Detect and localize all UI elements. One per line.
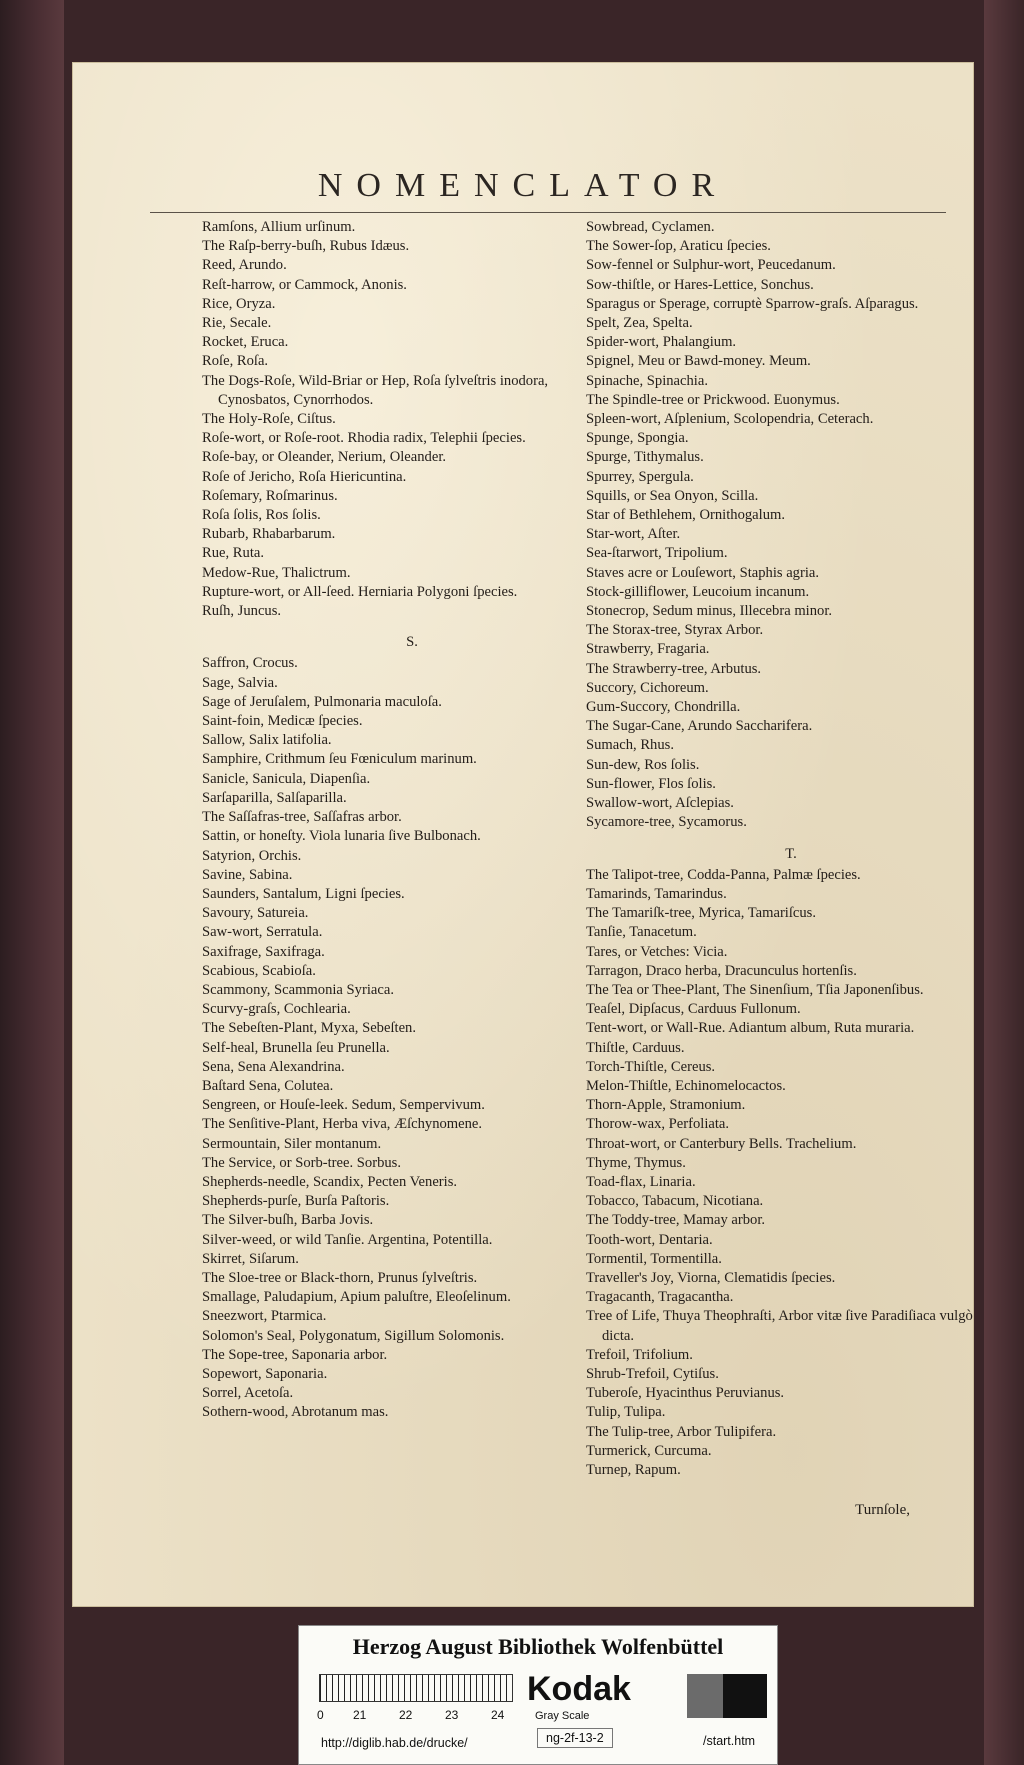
entry: Rupture-wort, or All-ſeed. Herniaria Polygoni ſpecies.	[202, 583, 518, 600]
ruler-number: 24	[491, 1708, 505, 1722]
entry: Thorow-wax, Perfoliata.	[586, 1116, 730, 1133]
ruler-number: 21	[353, 1708, 367, 1722]
entry: The Silver-buſh, Barba Jovis.	[202, 1212, 374, 1229]
entry: Sow-fennel or Sulphur-wort, Peucedanum.	[586, 257, 836, 274]
entry: Silver-weed, or wild Tanſie. Argentina, Potentilla.	[202, 1231, 493, 1248]
ruler-number: 0	[317, 1708, 324, 1722]
entry: The Tea or Thee-Plant, The Sinenſium, Tſia Japonenſibus.	[586, 981, 924, 998]
entry: Teaſel, Dipſacus, Carduus Fullonum.	[586, 1001, 801, 1018]
entry: Tarragon, Draco herba, Dracunculus hortenſis.	[586, 962, 857, 979]
entry: Spignel, Meu or Bawd-money. Meum.	[586, 353, 811, 370]
entry: Sattin, or honeſty. Viola lunaria ſive Bulbonach.	[202, 828, 481, 845]
header-rule	[150, 212, 946, 213]
entry: Sumach, Rhus.	[586, 737, 674, 754]
entry: The Sloe-tree or Black-thorn, Prunus ſylveſtris.	[202, 1269, 478, 1286]
entry: Staves acre or Louſewort, Staphis agria.	[586, 564, 820, 581]
entry: The Sugar-Cane, Arundo Saccharifera.	[586, 718, 813, 735]
entry: Spurrey, Spergula.	[586, 468, 694, 485]
entry: Sopewort, Saponaria.	[202, 1365, 328, 1382]
entry: Traveller's Joy, Viorna, Clematidis ſpecies.	[586, 1269, 836, 1286]
entry: Thiſtle, Carduus.	[586, 1039, 685, 1056]
entry: Saw-wort, Serratula.	[202, 924, 323, 941]
entry: Squills, or Sea Onyon, Scilla.	[586, 487, 759, 504]
entry: Torch-Thiſtle, Cereus.	[586, 1058, 716, 1075]
entry: Sow-thiſtle, or Hares-Lettice, Sonchus.	[586, 276, 814, 293]
kodak-logo: Kodak	[527, 1670, 631, 1708]
entry: Smallage, Paludapium, Apium paluſtre, Eleoſelinum.	[202, 1289, 511, 1306]
entry: The Talipot-tree, Codda-Panna, Palmæ ſpecies.	[586, 866, 861, 883]
entry: The Storax-tree, Styrax Arbor.	[586, 622, 764, 639]
entry: The Sebeſten-Plant, Myxa, Sebeſten.	[202, 1020, 416, 1037]
entry: Shepherds-needle, Scandix, Pecten Veneris.	[202, 1173, 458, 1190]
entry: The Strawberry-tree, Arbutus.	[586, 660, 762, 677]
catalog-url: http://diglib.hab.de/drucke/	[321, 1736, 468, 1750]
entry: Roſemary, Roſmarinus.	[202, 487, 338, 504]
entry: Sermountain, Siler montanum.	[202, 1135, 382, 1152]
entry: Sage of Jeruſalem, Pulmonaria maculoſa.	[202, 693, 442, 710]
entry: Turmerick, Curcuma.	[586, 1442, 712, 1459]
entry: Sallow, Salix latifolia.	[202, 732, 332, 749]
entry: Star of Bethlehem, Ornithogalum.	[586, 507, 786, 524]
entry: Sarſaparilla, Salſaparilla.	[202, 789, 347, 806]
entry: Sun-dew, Ros ſolis.	[586, 756, 700, 773]
entry: Shepherds-purſe, Burſa Paſtoris.	[202, 1193, 390, 1210]
entry: Throat-wort, or Canterbury Bells. Trachelium.	[586, 1135, 857, 1152]
gray-scale-label: Gray Scale	[535, 1710, 590, 1722]
page-header: NOMENCLATOR	[317, 167, 729, 204]
entries-r	[202, 218, 622, 621]
section-heading-s: S.	[406, 634, 418, 651]
entry: The Sope-tree, Saponaria arbor.	[202, 1346, 388, 1363]
entry: Rocket, Eruca.	[202, 334, 289, 351]
entries-s-left	[202, 654, 622, 1422]
entry: The Service, or Sorb-tree. Sorbus.	[202, 1154, 401, 1171]
entry: Sanicle, Sanicula, Diapenſia.	[202, 770, 371, 787]
entry: Sage, Salvia.	[202, 674, 278, 691]
entry: Melon-Thiſtle, Echinomelocactos.	[586, 1077, 786, 1094]
entry: The Sower-ſop, Araticu ſpecies.	[586, 238, 771, 255]
entry: Tulip, Tulipa.	[586, 1404, 666, 1421]
entry: Stock-gilliflower, Leucoium incanum.	[586, 583, 810, 600]
entry: The Saſſafras-tree, Saſſafras arbor.	[202, 809, 402, 826]
black-swatch	[723, 1674, 767, 1718]
entry: Sun-flower, Flos ſolis.	[586, 775, 716, 792]
entry: Roſe, Roſa.	[202, 353, 269, 370]
library-name: Herzog August Bibliothek Wolfenbüttel	[352, 1634, 724, 1659]
entry: Sorrel, Acetoſa.	[202, 1385, 294, 1402]
entry: Tragacanth, Tragacantha.	[586, 1289, 734, 1306]
entry: Rue, Ruta.	[202, 545, 265, 562]
entry: Tares, or Vetches: Vicia.	[586, 943, 728, 960]
entry: Trefoil, Trifolium.	[586, 1346, 693, 1363]
entry: Turnep, Rapum.	[586, 1462, 681, 1478]
entry: Sycamore-tree, Sycamorus.	[586, 814, 747, 831]
section-heading-t: T.	[785, 845, 797, 862]
entry: Roſe-wort, or Roſe-root. Rhodia radix, Telephii ſpecies.	[202, 430, 526, 447]
entry: Spider-wort, Phalangium.	[586, 334, 737, 351]
entry: Spurge, Tithymalus.	[586, 449, 704, 466]
entry: Scabious, Scabioſa.	[202, 962, 316, 979]
entry: Roſe of Jericho, Roſa Hiericuntina.	[202, 468, 407, 485]
entry: Tamarinds, Tamarindus.	[586, 885, 727, 902]
entry: Swallow-wort, Aſclepias.	[586, 795, 734, 812]
entry: Thyme, Thymus.	[586, 1154, 686, 1171]
entry: Tuberoſe, Hyacinthus Peruvianus.	[586, 1385, 785, 1402]
gray-swatch	[687, 1674, 723, 1718]
shelfmark-code: ng-2f-13-2	[537, 1728, 613, 1748]
entry: Sparagus or Sperage, corruptè Sparrow-graſs. Aſparagus.	[586, 295, 919, 312]
entry: Saunders, Santalum, Ligni ſpecies.	[202, 885, 405, 902]
right-column	[586, 218, 996, 1480]
left-column	[202, 218, 622, 1423]
ruler-number: 23	[445, 1708, 459, 1722]
entry: Thorn-Apple, Stramonium.	[586, 1097, 746, 1114]
color-target-card	[298, 1625, 778, 1765]
entry: Shrub-Trefoil, Cytiſus.	[586, 1365, 719, 1382]
entry: The Raſp-berry-buſh, Rubus Idæus.	[202, 238, 410, 255]
entry: Scammony, Scammonia Syriaca.	[202, 981, 394, 998]
entry: Tooth-wort, Dentaria.	[586, 1231, 713, 1248]
entry: Baſtard Sena, Colutea.	[202, 1077, 334, 1094]
entry: The Tulip-tree, Arbor Tulipifera.	[586, 1423, 777, 1440]
entry: Saxifrage, Saxifraga.	[202, 943, 325, 960]
entry: The Holy-Roſe, Ciſtus.	[202, 411, 336, 428]
entry: Ruſh, Juncus.	[202, 603, 282, 620]
book-page	[72, 62, 974, 1607]
entry: Tobacco, Tabacum, Nicotiana.	[586, 1193, 764, 1210]
entry: Saint-foin, Medicæ ſpecies.	[202, 713, 363, 730]
entry: Gum-Succory, Chondrilla.	[586, 699, 741, 716]
entry: Samphire, Crithmum ſeu Fœniculum marinum.	[202, 751, 477, 768]
entry: Savine, Sabina.	[202, 866, 293, 883]
entry: Medow-Rue, Thalictrum.	[202, 564, 351, 581]
entry: The Toddy-tree, Mamay arbor.	[586, 1212, 766, 1229]
entry: Spleen-wort, Aſplenium, Scolopendria, Ceterach.	[586, 411, 874, 428]
entry: Stonecrop, Sedum minus, Illecebra minor.	[586, 603, 833, 620]
entry: Rubarb, Rhabarbarum.	[202, 526, 336, 543]
start-link: /start.htm	[703, 1734, 756, 1748]
entry: Rice, Oryza.	[202, 295, 276, 312]
entry: Roſa ſolis, Ros ſolis.	[202, 507, 321, 524]
entry: Spinache, Spinachia.	[586, 372, 708, 389]
entry: The Dogs-Roſe, Wild-Briar or Hep, Roſa ſylveſtris inodora, Cynosbatos, Cynorrhodos.	[202, 372, 549, 408]
entry: Strawberry, Fragaria.	[586, 641, 710, 658]
entry: Savoury, Satureia.	[202, 905, 309, 922]
entry: Satyrion, Orchis.	[202, 847, 302, 864]
entry: Skirret, Siſarum.	[202, 1250, 299, 1267]
entry: Ramſons, Allium urſinum.	[202, 219, 356, 235]
entry: Tree of Life, Thuya Theophraſti, Arbor vitæ ſive Paradiſiaca vulgò dicta.	[586, 1308, 973, 1344]
entry: Sea-ſtarwort, Tripolium.	[586, 545, 728, 562]
entry: Spunge, Spongia.	[586, 430, 689, 447]
entry: Reſt-harrow, or Cammock, Anonis.	[202, 276, 407, 293]
entry: Roſe-bay, or Oleander, Nerium, Oleander.	[202, 449, 447, 466]
entry: Saffron, Crocus.	[202, 655, 298, 672]
entry: Succory, Cichoreum.	[586, 679, 709, 696]
entry: Tent-wort, or Wall-Rue. Adiantum album, Ruta muraria.	[586, 1020, 915, 1037]
entries-t	[586, 866, 996, 1481]
entry: Solomon's Seal, Polygonatum, Sigillum Solomonis.	[202, 1327, 505, 1344]
entry: Scurvy-graſs, Cochlearia.	[202, 1001, 351, 1018]
entry: Rie, Secale.	[202, 315, 272, 332]
ruler-scale	[319, 1674, 513, 1702]
entry: The Spindle-tree or Prickwood. Euonymus.	[586, 391, 840, 408]
entries-s-right	[586, 218, 996, 833]
entry: Tormentil, Tormentilla.	[586, 1250, 722, 1267]
entry: Sneezwort, Ptarmica.	[202, 1308, 327, 1325]
entry: Sowbread, Cyclamen.	[586, 219, 715, 235]
entry: Sothern-wood, Abrotanum mas.	[202, 1404, 389, 1421]
entry: Tanſie, Tanacetum.	[586, 924, 697, 941]
entry: Spelt, Zea, Spelta.	[586, 315, 693, 332]
entry: Star-wort, Aſter.	[586, 526, 681, 543]
entry: The Senſitive-Plant, Herba viva, Æſchynomene.	[202, 1116, 483, 1133]
entry: Self-heal, Brunella ſeu Prunella.	[202, 1039, 390, 1056]
entry: Sengreen, or Houſe-leek. Sedum, Sempervivum.	[202, 1097, 485, 1114]
entry: Reed, Arundo.	[202, 257, 287, 274]
entry: Toad-flax, Linaria.	[586, 1173, 696, 1190]
scan-frame-left	[0, 0, 64, 1765]
entry: Sena, Sena Alexandrina.	[202, 1058, 345, 1075]
catchword: Turnſole,	[855, 1502, 910, 1518]
entry: The Tamariſk-tree, Myrica, Tamariſcus.	[586, 905, 817, 922]
ruler-number: 22	[399, 1708, 413, 1722]
